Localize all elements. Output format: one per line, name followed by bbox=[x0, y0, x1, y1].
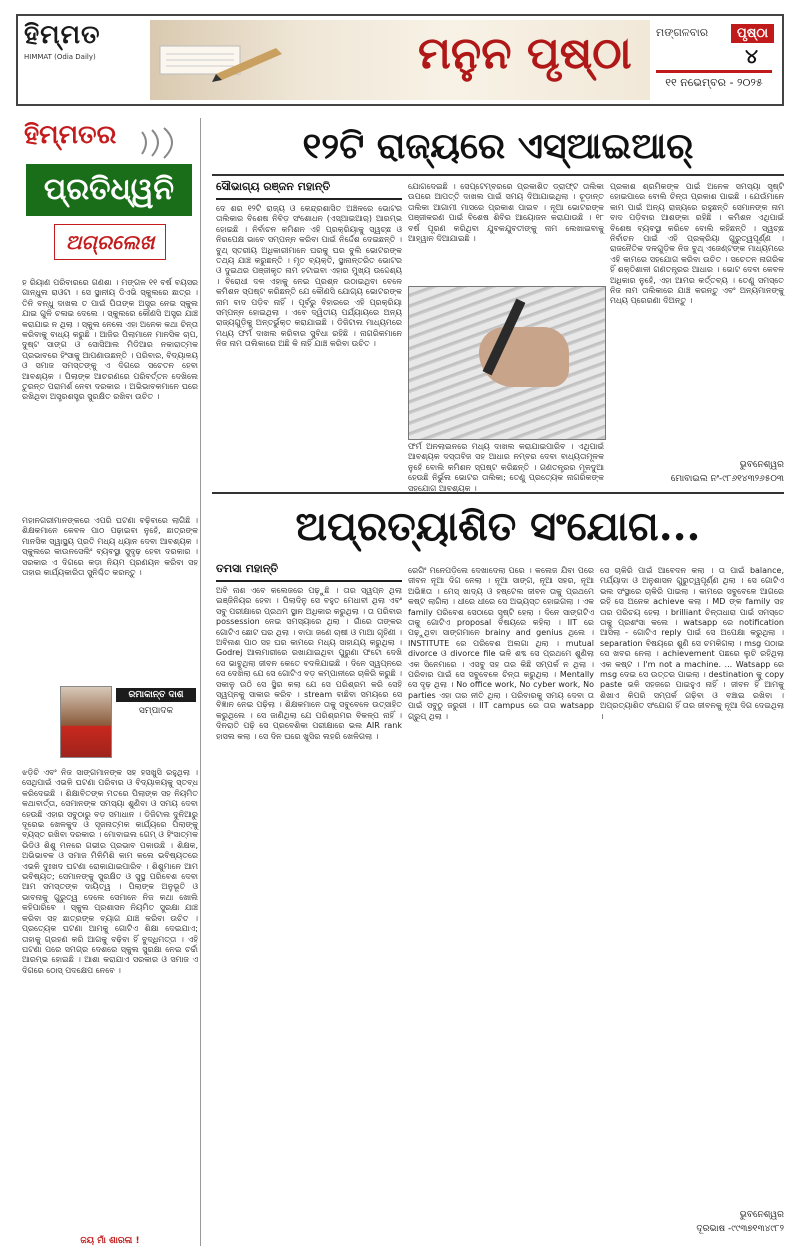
column-header bbox=[16, 118, 200, 268]
article1-phone: ମୋବାଇଲ ନଂ-୯୮୬୧୪୩୨୬୫୦୩ bbox=[670, 474, 784, 484]
masthead bbox=[16, 14, 784, 106]
article2-headline: ଅପ୍ରତ୍ୟାଶିତ ସଂଯୋଗ... bbox=[212, 492, 784, 560]
weekday: ମଙ୍ଗଳବାର bbox=[656, 26, 709, 39]
section-banner bbox=[150, 20, 650, 100]
issue-date: ୧୧ ନଭେମ୍ବର - ୨୦୨୫ bbox=[656, 70, 772, 90]
newspaper-page bbox=[16, 14, 784, 1246]
article2-column-2: ରେଗିଂ ମନେପଡ଼ିଲେ ଦେଖାଦେଲା ପରେ । କଲେଜ ଯିବା ପରେ ଜୀବନ ନୂଆ ଦିଗ ନେଲା । ନୂଆ ସାଙ୍ଗ, ନୂଆ ସହର, ନୂଆ ଅଭିଜ୍ଞତା । ମେସ୍ ଖାଦ୍ୟ ଓ ହଷ୍ଟେଲ ଜୀବନ ତାକୁ ପ୍ରଥମେ କଷ୍ଟ ଲାଗିଲା । ଧୀରେ ଧୀରେ ସେ ଅଭ୍ୟସ୍ତ ହୋଇଗଲା । ଏକ family ପରିବେଶ ସେଠାରେ ସୃଷ୍ଟି ହେଲା । ଦିନେ ସାଙ୍ଗଟିଏ ତାକୁ ଗୋଟିଏ proposal ବିଷୟରେ କହିଲା । IIT ରେ ପଢ଼ୁଥିବା ସାଙ୍ଗମାନେ brainy and genius ଥିଲେ । INSTITUTE ରେ ପରିବେଶ ଅଲଗା ଥିଲା । mutual divorce ଓ divorce file ଭଳି ଶବ୍ଦ ସେ ପ୍ରଥମେ ଶୁଣିଲା ଏକ ସିନେମାରେ । ଏସବୁ ସହ ତାର କିଛି ସମ୍ପର୍କ ନ ଥିଲା । ପରିବାର ପାଇଁ ସେ ସବୁବେଳେ ଚିନ୍ତା କରୁଥିଲା । Mentally ସେ ଦୃଢ଼ ଥିଲା । No office work, No cyber work, No parties ଏହା ତାର ନୀତି ଥିଲା । ପରିବାରକୁ ସମୟ ଦେବା ତା ପାଇଁ ସବୁଠୁ ଜରୁରୀ । IIT campus ରେ ତାର watsapp ଗ୍ରୁପ୍ ଥିଲା । bbox=[408, 566, 594, 721]
column-brand: ହିମ୍ମତର bbox=[24, 120, 117, 150]
author-role: ସମ୍ପାଦକ bbox=[138, 706, 174, 716]
page-number-box bbox=[652, 20, 776, 100]
voter-form-photo bbox=[408, 286, 606, 440]
author-box bbox=[56, 680, 198, 762]
column-signoff: ଜୟ ମାଁ ଶାରଳା ! bbox=[80, 1236, 140, 1246]
section-title: ମନୁନ ପୃଷ୍ଠା bbox=[418, 28, 632, 79]
article2-byline-rule bbox=[216, 580, 402, 582]
author-name: ରମାକାନ୍ତ ଦାଶ bbox=[116, 688, 196, 702]
author-photo bbox=[60, 686, 112, 758]
article1-column-2: ଯୋଗଦେଇଛି । ସେପ୍ଟେମ୍ବରରେ ପ୍ରକାଶିତ ଡ୍ରାଫ୍ଟ ତାଲିକା ଉପରେ ଆପତ୍ତି ଦାଖଲ ପାଇଁ ସମୟ ଦିଆଯାଇଥିଲା । ଚୂଡ଼ାନ୍ତ ତାଲିକା ଆଗାମୀ ମାସରେ ପ୍ରକାଶ ପାଇବ । ନୂଆ ଭୋଟରଙ୍କ ପଞ୍ଜୀକରଣ ପାଇଁ ବିଶେଷ ଶିବିର ଆୟୋଜନ କରାଯାଉଛି । ୧୮ ବର୍ଷ ପୂରଣ କରିଥିବା ଯୁବକଯୁବତୀଙ୍କୁ ନାମ ଲେଖାଇବାକୁ ଆହ୍ୱାନ ଦିଆଯାଇଛି । bbox=[408, 182, 604, 244]
article2-dateline: ଭୁବନେଶ୍ୱର bbox=[739, 1210, 784, 1220]
article1-headline: ୧୨ଟି ରାଜ୍ୟରେ ଏସ୍ଆଇଆର୍ bbox=[212, 118, 784, 176]
article1-byline-rule bbox=[216, 198, 402, 200]
column-paragraph-2: ମହାନଗରୀମାନଙ୍କରେ ଏପରି ଘଟଣା ବଢ଼ିବାରେ ଲାଗିଛି । ଶିକ୍ଷକମାନେ କେବଳ ପାଠ ପଢ଼ାଇବା ନୁହେଁ, ଛାତ୍ରଙ୍କ ମାନସିକ ସ୍ୱାସ୍ଥ୍ୟ ପ୍ରତି ମଧ୍ୟ ଧ୍ୟାନ ଦେବା ଆବଶ୍ୟକ । ସ୍କୁଲରେ କାଉନସେଲିଂ ବ୍ୟବସ୍ଥା ସୁଦୃଢ଼ ହେବା ଦରକାର । ସରକାର ଏ ଦିଗରେ କଡ଼ା ନିୟମ ପ୍ରଣୟନ କରିବା ସହ ତାହାର କାର୍ଯ୍ୟକାରିତା ସୁନିଶ୍ଚିତ କରନ୍ତୁ । bbox=[22, 516, 198, 578]
article2-column-1: ଅବି ନାଶ ଏବେ କଲେଜରେ ପଢ଼ୁଛି । ତାର ସ୍ୱପ୍ନ ଥିଲା ଇଞ୍ଜିନିୟର ହେବା । ପିଲାଦିନୁ ସେ ବହୁତ ମେଧାବୀ ଥିଲା ଏବଂ ସବୁ ପରୀକ୍ଷାରେ ପ୍ରଥମ ସ୍ଥାନ ଅଧିକାର କରୁଥିଲା । ତା ପରିବାର possession ନେଇ ସମସ୍ୟାରେ ଥିଲା । ଗାଁରେ ତାଙ୍କର ଗୋଟିଏ ଛୋଟ ଘର ଥିଲା । ବାପା ଜଣେ ଚାଷୀ ଓ ମାଆ ଗୃହିଣୀ । ଅବିନାଶ ପାଠ ସହ ଘର କାମରେ ମଧ୍ୟ ସାହାଯ୍ୟ କରୁଥିଲା । Godrej ଆଲମାରୀରେ ରଖାଯାଇଥିବା ପୁରୁଣା ଫଟୋ ଦେଖି ସେ ଭାବୁଥିଲା ଜୀବନ କେତେ ବଦଳିଯାଇଛି । ଦିନେ ସ୍ୱପ୍ନରେ ସେ ଦେଖିଲା ଯେ ସେ ଗୋଟିଏ ବଡ଼ କମ୍ପାନୀରେ ଚାକିରି କରୁଛି । ସକାଳୁ ଉଠି ସେ ସ୍ଥିର କଲା ଯେ ସେ ପରିଶ୍ରମ କରି ସେହି ସ୍ୱପ୍ନକୁ ସାକାର କରିବ । stream ବାଛିବା ସମୟରେ ସେ ବିଜ୍ଞାନ ନେଇ ପଢ଼ିଲା । ଶିକ୍ଷକମାନେ ତାକୁ ସବୁବେଳେ ଉତ୍ସାହିତ କରୁଥିଲେ । ସେ ଜାଣିଥିଲା ଯେ ପରିଶ୍ରମର ବିକଳ୍ପ ନାହିଁ । ଦିନରାତି ପଢ଼ି ସେ ପ୍ରବେଶିକା ପରୀକ୍ଷାରେ ଭଲ AIR rank ହାସଲ କଲା । ସେ ଦିନ ଘରେ ଖୁସିର ଲହରି ଖେଳିଗଲା । bbox=[216, 586, 402, 741]
article1-column-3: ପ୍ରକାଶ ଶ୍ରମିକଙ୍କ ପାଇଁ ଅନେକ ସମସ୍ୟା ସୃଷ୍ଟି ହୋଇପାରେ ବୋଲି ଚିନ୍ତା ପ୍ରକାଶ ପାଇଛି । ଯେଉଁମାନେ କାମ ପାଇଁ ଅନ୍ୟ ରାଜ୍ୟରେ ରହୁଛନ୍ତି ସେମାନଙ୍କ ନାମ ବାଦ ପଡ଼ିବାର ଆଶଙ୍କା ରହିଛି । କମିଶନ ଏଥିପାଇଁ ବିଶେଷ ବ୍ୟବସ୍ଥା କରିବେ ବୋଲି କହିଛନ୍ତି । ସ୍ୱଚ୍ଛ ନିର୍ବାଚନ ପାଇଁ ଏହି ପ୍ରକ୍ରିୟା ଗୁରୁତ୍ୱପୂର୍ଣ୍ଣ । ରାଜନୈତିକ ଦଳଗୁଡ଼ିକ ନିଜ ବୁଥ୍ ଏଜେଣ୍ଟଙ୍କ ମାଧ୍ୟମରେ ଏହି କାମରେ ସହଯୋଗ କରିବା ଉଚିତ । ସଚେତନ ନାଗରିକ ହିଁ ଶକ୍ତିଶାଳୀ ଗଣତନ୍ତ୍ରର ଆଧାର । ଭୋଟ ଦେବା କେବଳ ଅଧିକାର ନୁହେଁ, ଏହା ଆମର କର୍ତ୍ତବ୍ୟ । ତେଣୁ ସମସ୍ତେ ନିଜ ନାମ ତାଲିକାରେ ଯାଞ୍ଚ କରନ୍ତୁ ଏବଂ ଅନ୍ୟମାନଙ୍କୁ ମଧ୍ୟ ପ୍ରେରଣା ଦିଅନ୍ତୁ । bbox=[610, 182, 784, 306]
article1-dateline: ଭୁବନେଶ୍ୱର bbox=[739, 460, 784, 470]
article1-byline: ସୌଭାଗ୍ୟ ରଞ୍ଜନ ମହାନ୍ତି bbox=[216, 180, 331, 193]
article1-column-1: ଦେ ଶର ୧୨ଟି ରାଜ୍ୟ ଓ କେନ୍ଦ୍ରଶାସିତ ଅଞ୍ଚଳରେ ଭୋଟର ତାଲିକାର ବିଶେଷ ନିବିଡ଼ ସଂଶୋଧନ (ଏସ୍ଆଇଆର୍) ଆରମ୍ଭ ହୋଇଛି । ନିର୍ବାଚନ କମିଶନ ଏହି ପ୍ରକ୍ରିୟାକୁ ସ୍ୱଚ୍ଛ ଓ ନିରପେକ୍ଷ ଭାବେ ସମ୍ପନ୍ନ କରିବା ପାଇଁ ନିର୍ଦ୍ଦେଶ ଦେଇଛନ୍ତି । ବୁଥ୍ ସ୍ତରୀୟ ଅଧିକାରୀମାନେ ଘରକୁ ଘର ବୁଲି ଭୋଟରଙ୍କ ତଥ୍ୟ ଯାଞ୍ଚ କରୁଛନ୍ତି । ମୃତ ବ୍ୟକ୍ତି, ସ୍ଥାନାନ୍ତରିତ ଭୋଟର ଓ ଦୁଇଥର ପଞ୍ଜୀକୃତ ନାମ ହଟାଇବା ଏହାର ମୁଖ୍ୟ ଉଦ୍ଦେଶ୍ୟ । ବିରୋଧୀ ଦଳ ଏହାକୁ ନେଇ ପ୍ରଶ୍ନ ଉଠାଇଥିବା ବେଳେ କମିଶନ ସ୍ପଷ୍ଟ କରିଛନ୍ତି ଯେ କୌଣସି ଯୋଗ୍ୟ ଭୋଟରଙ୍କ ନାମ ବାଦ ପଡ଼ିବ ନାହିଁ । ପୂର୍ବରୁ ବିହାରରେ ଏହି ପ୍ରକ୍ରିୟା ସମ୍ପନ୍ନ ହୋଇଥିଲା । ଏବେ ଦ୍ୱିତୀୟ ପର୍ଯ୍ୟାୟରେ ଅନ୍ୟ ରାଜ୍ୟଗୁଡ଼ିକୁ ଅନ୍ତର୍ଭୁକ୍ତ କରାଯାଇଛି । ଡିଜିଟାଲ ମାଧ୍ୟମରେ ମଧ୍ୟ ଫର୍ମ ଦାଖଲ କରିବାର ସୁବିଧା ରହିଛି । ନାଗରିକମାନେ ନିଜ ନାମ ତାଲିକାରେ ଅଛି କି ନାହିଁ ଯାଞ୍ଚ କରିବା ଉଚିତ । bbox=[216, 204, 402, 349]
logo-subtitle: HIMMAT (Odia Daily) bbox=[24, 53, 96, 61]
column-paragraph-3: ଝଡ଼ିଚି ଏବଂ ନିଜ ସାଙ୍ଗମାନଙ୍କ ସହ ହସଖୁସି ରହୁଥିଲା । ସେଥିପାଇଁ ଏଭଳି ଘଟଣା ପରିବାର ଓ ବିଦ୍ୟାଳୟକୁ ସ୍ତବ୍ଧ କରିଦେଇଛି । ଶିକ୍ଷାବିତଙ୍କ ମତରେ ପିଲାଙ୍କ ସହ ନିୟମିତ କଥାବାର୍ତ୍ତା, ସେମାନଙ୍କ ସମସ୍ୟା ଶୁଣିବା ଓ ସମୟ ଦେବା ହେଉଛି ଏହାର ସବୁଠାରୁ ବଡ଼ ସମାଧାନ । ଡିଜିଟାଲ ଦୁନିଆରୁ ଦୂରେଇ ଖେଳକୁଦ ଓ ସୃଜନାତ୍ମକ କାର୍ଯ୍ୟରେ ପିଲାଙ୍କୁ ବ୍ୟସ୍ତ ରଖିବା ଦରକାର । ମୋବାଇଲ ଗେମ୍ ଓ ହିଂସାତ୍ମକ ଭିଡିଓ ଶିଶୁ ମନରେ ଗଭୀର ପ୍ରଭାବ ପକାଉଛି । ଶିକ୍ଷକ, ଅଭିଭାବକ ଓ ସମାଜ ମିଳିମିଶି କାମ କଲେ ଭବିଷ୍ୟତରେ ଏଭଳି ଦୁଃଖଦ ଘଟଣା ରୋକାଯାଇପାରିବ । ଶିଶୁମାନେ ଆମ ଭବିଷ୍ୟତ; ସେମାନଙ୍କୁ ସୁରକ୍ଷିତ ଓ ସୁସ୍ଥ ପରିବେଶ ଦେବା ଆମ ସମସ୍ତଙ୍କ ଦାୟିତ୍ୱ । ପିଲାଙ୍କ ଅନୁଭୂତି ଓ ଭାବନାକୁ ଗୁରୁତ୍ୱ ଦେଲେ ସେମାନେ ନିଜ କଥା ଖୋଲି କହିପାରିବେ । ସ୍କୁଲ ପ୍ରଶାସନ ନିୟମିତ ସୁରକ୍ଷା ଯାଞ୍ଚ କରିବା ସହ ଛାତ୍ରଙ୍କ ବ୍ୟାଗ ଯାଞ୍ଚ କରିବା ଉଚିତ । ପ୍ରତ୍ୟେକ ଘଟଣା ଆମକୁ ଗୋଟିଏ ଶିକ୍ଷା ଦେଇଯାଏ; ତାହାକୁ ଗ୍ରହଣ କରି ଆଗକୁ ବଢ଼ିବା ହିଁ ବୁଦ୍ଧିମତ୍ତା । ଏହି ଘଟଣା ପରେ ସମଗ୍ର ଦେଶରେ ସ୍କୁଲ ସୁରକ୍ଷା ନେଇ ଚର୍ଚ୍ଚା ଆରମ୍ଭ ହୋଇଛି । ଆଶା କରାଯାଏ ସରକାର ଓ ସମାଜ ଏ ଦିଗରେ ଠୋସ୍ ପଦକ୍ଷେପ ନେବେ । bbox=[22, 768, 198, 975]
pencil-paper-icon bbox=[156, 40, 286, 80]
article2-column-3: ସେ ଚାକିରି ପାଇଁ ଆବେଦନ କଲା । ତା ପାଇଁ balance, ମର୍ଯ୍ୟାଦା ଓ ଅନୁଶାସନ ଗୁରୁତ୍ୱପୂର୍ଣ୍ଣ ଥିଲା । ସେ ଗୋଟିଏ ଭଲ ସଂସ୍ଥାରେ ଚାକିରି ପାଇଲା । କାମରେ ସବୁବେଳେ ଆଗରେ ରହି ସେ ଅନେକ achieve କଲା । MD ଙ୍କ family ସହ ତାର ପରିଚୟ ହେଲା । brilliant ଚିନ୍ତାଧାରା ପାଇଁ ସମସ୍ତେ ତାକୁ ପ୍ରଶଂସା କଲେ । watsapp ରେ notification ଆସିଲା - ଗୋଟିଏ reply ପାଇଁ ସେ ଅପେକ୍ଷା କରୁଥିଲା । separation ବିଷୟରେ ଶୁଣି ସେ ଚମକିଗଲା । msg ପଠାଇ ସେ ଖବର ନେଲା । achievement ପଛରେ ଲୁଚି ରହିଥିଲା ଏକ କଷ୍ଟ । I'm not a machine. ... Watsapp ରେ msg ଦେଇ ସେ ଉତ୍ତର ପାଇଲା । destination କୁ copy paste ଭଳି ସହଜରେ ପାଇହୁଏ ନାହିଁ । ଜୀବନ ହିଁ ଆମକୁ ଶିଖାଏ କିପରି ସମ୍ପର୍କ ଗଢ଼ିବା ଓ ବଞ୍ଚାଇ ରଖିବା । ଅପ୍ରତ୍ୟାଶିତ ସଂଯୋଗ ହିଁ ତାର ଜୀବନକୁ ନୂଆ ଦିଗ ଦେଇଥିଲା । bbox=[600, 566, 784, 721]
logo-text: ହିମ୍ମତ bbox=[24, 20, 101, 50]
newspaper-logo bbox=[24, 20, 146, 100]
article2-byline: ତମସା ମହାନ୍ତି bbox=[216, 562, 279, 575]
page-label: ପୃଷ୍ଠା bbox=[731, 24, 774, 43]
editorial-column bbox=[16, 118, 201, 1246]
page-number: ୪ bbox=[745, 44, 758, 68]
column-title: ପ୍ରତିଧ୍ୱନି bbox=[26, 164, 192, 216]
column-subtitle: ଅଗ୍ରଲେଖ bbox=[54, 224, 166, 260]
broadcast-wave-icon bbox=[136, 128, 186, 158]
article2-phone: ଦୂରଭାଷ -୯୯୩୭୧୩୪୯୮୨ bbox=[696, 1224, 784, 1234]
column-paragraph-1: ହ ରିୟାଣ ପରିବାରରେ ଗଣଶା । ମଙ୍ଗଳ ୧୧ ବର୍ଷ ବୟସର ଗାନ୍ଧୁଲ ରାଓଟା । ସେ ସ୍ଥାନୀୟ ଡିଏଭି ସ୍କୁଲରେ ଛାତ୍ର । ତିନି ବନ୍ଧୁ ଦାଖଲ ତ ପାଇଁ ପିତାଙ୍କ ଅସ୍ତ୍ର ନେଇ ସ୍କୁଲ ଯାଇ ଗୁଳି ଚଳାଇ ଦେଲେ । ସ୍କୁଲରେ କୌଣସି ଅସ୍ତ୍ର ଯାଞ୍ଚ କରାଯାଇ ନ ଥିଲା । ସ୍କୁଲ ନେଲେ ଏହା ଅନେକ କଥା ଚିନ୍ତା କରିବାକୁ ବାଧ୍ୟ କରୁଛି । ଆଜିର ପିଲାମାନେ ମାନସିକ ଚାପ, ଦୁଷ୍ଟ ସାଙ୍ଗ ଓ ସୋସିଆଲ ମିଡିଆର ନକାରାତ୍ମକ ପ୍ରଭାବରେ ହିଂସାକୁ ଆପଣାଉଛନ୍ତି । ପରିବାର, ବିଦ୍ୟାଳୟ ଓ ସମାଜ ସମସ୍ତଙ୍କୁ ଏ ଦିଗରେ ସଚେତନ ହେବା ଆବଶ୍ୟକ । ପିଲାଙ୍କ ଆଚରଣରେ ପରିବର୍ତ୍ତନ ଦେଖିଲେ ତୁରନ୍ତ ପରାମର୍ଶ ନେବା ଦରକାର । ଅଭିଭାବକମାନେ ଘରେ ରଖିଥିବା ଅସ୍ତ୍ରଶସ୍ତ୍ର ସୁରକ୍ଷିତ ରଖିବା ଉଚିତ । bbox=[22, 278, 199, 402]
article1-column-2b: ଫର୍ମ ଅନଲାଇନରେ ମଧ୍ୟ ଦାଖଲ କରାଯାଇପାରିବ । ଏଥିପାଇଁ ଆବଶ୍ୟକ ଦସ୍ତାବିଜ ସହ ଆଧାର ନମ୍ବର ଦେବା ବାଧ୍ୟତାମୂଳକ ନୁହେଁ ବୋଲି କମିଶନ ସ୍ପଷ୍ଟ କରିଛନ୍ତି । ଗଣତନ୍ତ୍ରର ମୂଳଦୁଆ ହେଉଛି ନିର୍ଭୁଲ ଭୋଟର ତାଲିକା; ତେଣୁ ପ୍ରତ୍ୟେକ ନାଗରିକଙ୍କ ସହଯୋଗ ଆବଶ୍ୟକ । bbox=[408, 442, 604, 493]
